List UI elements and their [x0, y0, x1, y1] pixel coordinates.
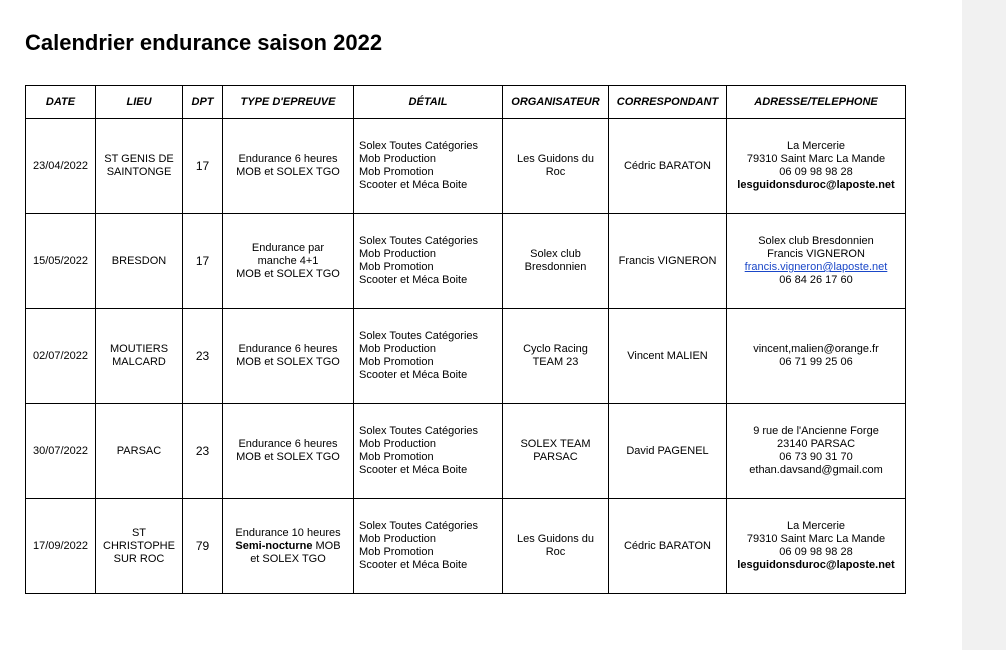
cell-detail: Solex Toutes Catégories Mob Production Mob Promotion Scooter et Méca Boite [354, 309, 503, 404]
header-date: DATE [26, 86, 96, 119]
cell-organisateur: Solex club Bresdonnien [503, 214, 609, 309]
cell-date: 17/09/2022 [26, 499, 96, 594]
header-organisateur: ORGANISATEUR [503, 86, 609, 119]
cell-date: 15/05/2022 [26, 214, 96, 309]
header-type: TYPE D'EPREUVE [223, 86, 354, 119]
table-row [26, 214, 906, 309]
cell-lieu: ST GENIS DE SAINTONGE [96, 119, 183, 214]
cell-date: 30/07/2022 [26, 404, 96, 499]
cell-adresse: Solex club Bresdonnien Francis VIGNERON francis.vigneron@laposte.net 06 84 26 17 60 [727, 214, 906, 309]
table-row [26, 404, 906, 499]
cell-dpt: 17 [183, 119, 223, 214]
cell-correspondant: Francis VIGNERON [609, 214, 727, 309]
cell-type: Endurance 6 heures MOB et SOLEX TGO [223, 309, 354, 404]
cell-adresse: La Mercerie 79310 Saint Marc La Mande 06 09 98 98 28 lesguidonsduroc@laposte.net [727, 119, 906, 214]
cell-organisateur: SOLEX TEAM PARSAC [503, 404, 609, 499]
cell-correspondant: David PAGENEL [609, 404, 727, 499]
table-header-row [26, 86, 906, 119]
header-detail: DÉTAIL [354, 86, 503, 119]
table-row [26, 119, 906, 214]
table-row [26, 309, 906, 404]
email-text: lesguidonsduroc@laposte.net [737, 179, 895, 191]
page-title: Calendrier endurance saison 2022 [25, 30, 383, 55]
cell-adresse: vincent,malien@orange.fr 06 71 99 25 06 [727, 309, 906, 404]
cell-organisateur: Les Guidons du Roc [503, 499, 609, 594]
cell-correspondant: Cédric BARATON [609, 119, 727, 214]
cell-dpt: 17 [183, 214, 223, 309]
scroll-gutter [962, 0, 1006, 650]
cell-date: 23/04/2022 [26, 119, 96, 214]
cell-correspondant: Vincent MALIEN [609, 309, 727, 404]
cell-adresse: 9 rue de l'Ancienne Forge 23140 PARSAC 06 73 90 31 70 ethan.davsand@gmail.com [727, 404, 906, 499]
cell-correspondant: Cédric BARATON [609, 499, 727, 594]
cell-lieu: ST CHRISTOPHE SUR ROC [96, 499, 183, 594]
cell-detail: Solex Toutes Catégories Mob Production Mob Promotion Scooter et Méca Boite [354, 404, 503, 499]
cell-detail: Solex Toutes Catégories Mob Production Mob Promotion Scooter et Méca Boite [354, 499, 503, 594]
calendar-table [25, 85, 906, 594]
table-row [26, 499, 906, 594]
cell-dpt: 23 [183, 404, 223, 499]
cell-type: Endurance par manche 4+1 MOB et SOLEX TGO [223, 214, 354, 309]
email-link[interactable]: francis.vigneron@laposte.net [744, 261, 888, 273]
cell-lieu: MOUTIERS MALCARD [96, 309, 183, 404]
email-text: lesguidonsduroc@laposte.net [737, 559, 895, 571]
header-lieu: LIEU [96, 86, 183, 119]
cell-type: Endurance 6 heures MOB et SOLEX TGO [223, 404, 354, 499]
cell-dpt: 79 [183, 499, 223, 594]
cell-adresse: La Mercerie 79310 Saint Marc La Mande 06 09 98 98 28 lesguidonsduroc@laposte.net [727, 499, 906, 594]
cell-date: 02/07/2022 [26, 309, 96, 404]
header-correspondant: CORRESPONDANT [609, 86, 727, 119]
cell-detail: Solex Toutes Catégories Mob Production Mob Promotion Scooter et Méca Boite [354, 214, 503, 309]
cell-detail: Solex Toutes Catégories Mob Production Mob Promotion Scooter et Méca Boite [354, 119, 503, 214]
cell-lieu: BRESDON [96, 214, 183, 309]
cell-lieu: PARSAC [96, 404, 183, 499]
header-dpt: DPT [183, 86, 223, 119]
header-adresse: ADRESSE/TELEPHONE [727, 86, 906, 119]
cell-type: Endurance 6 heures MOB et SOLEX TGO [223, 119, 354, 214]
cell-type: Endurance 10 heures Semi-nocturne MOB et SOLEX TGO [223, 499, 354, 594]
cell-dpt: 23 [183, 309, 223, 404]
cell-organisateur: Les Guidons du Roc [503, 119, 609, 214]
cell-organisateur: Cyclo Racing TEAM 23 [503, 309, 609, 404]
